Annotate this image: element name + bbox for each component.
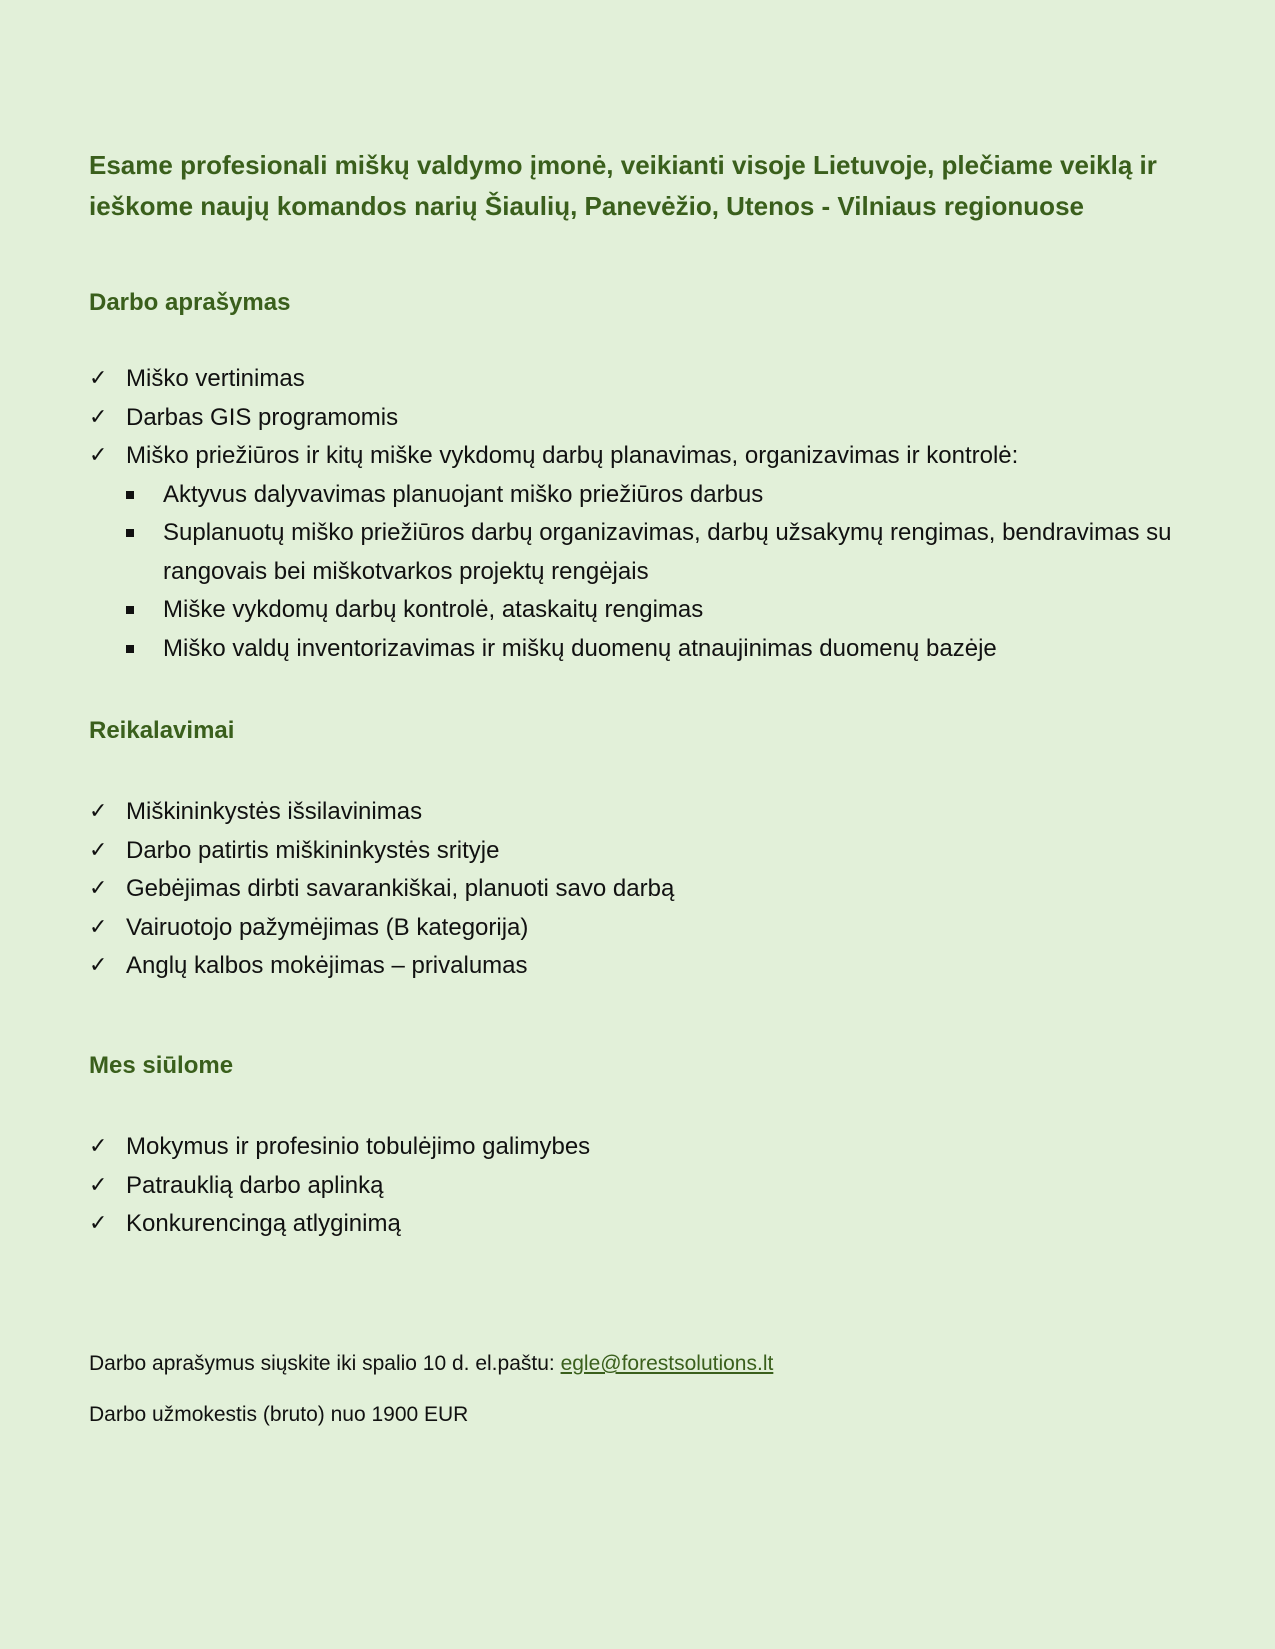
check-icon: ✓ (89, 443, 108, 468)
sub-list-item (126, 476, 1219, 515)
check-icon: ✓ (89, 1211, 108, 1236)
list-item-text: Mokymus ir profesinio tobulėjimo galimybes (126, 1133, 591, 1160)
list-item-text: Anglų kalbos mokėjimas – privalumas (126, 952, 528, 979)
intro-text: Esame profesionali miškų valdymo įmonė, veikianti visoje Lietuvoje, plečiame veiklą ir ieškome naujų komandos narių Šiaulių, Panevėžio, Utenos - Vilniaus regionuose (89, 150, 1157, 221)
square-bullet-icon (126, 529, 134, 537)
check-icon: ✓ (89, 1172, 108, 1198)
list-item-text: Darbo patirtis miškininkystės srityje (126, 836, 500, 864)
check-icon: ✓ (89, 404, 108, 430)
requirements-heading: Reikalavimai (89, 717, 235, 744)
apply-text: Darbo aprašymus siųskite iki spalio 10 d. el.paštu: (89, 1352, 561, 1375)
sub-list-item-text: Miške vykdomų darbų kontrolė, ataskaitų rengimas (163, 596, 704, 623)
apply-line (89, 1350, 773, 1378)
list-item-text: Gebėjimas dirbti savarankiškai, planuoti savo darbą (126, 875, 675, 902)
list-item (89, 947, 1219, 986)
list-item-text: Darbas GIS programomis (126, 403, 399, 431)
list-item-text: Patrauklią darbo aplinką (126, 1171, 384, 1199)
check-icon: ✓ (89, 876, 108, 901)
sub-list-item (126, 630, 1219, 669)
sub-list-item (126, 514, 1219, 591)
list-item-text: Vairuotojo pažymėjimas (B kategorija) (126, 913, 529, 941)
list-item-text: Miško vertinimas (126, 365, 305, 392)
square-bullet-icon (126, 645, 134, 653)
offer-list (89, 1128, 1219, 1244)
email-link[interactable]: egle@forestsolutions.lt (560, 1352, 774, 1375)
check-icon: ✓ (89, 366, 108, 391)
sub-list-item-text: Miško valdų inventorizavimas ir miškų duomenų atnaujinimas duomenų bazėje (163, 634, 997, 662)
check-icon: ✓ (89, 914, 108, 940)
list-item (89, 793, 1219, 832)
sub-list (126, 476, 1219, 669)
list-item (89, 399, 1219, 438)
square-bullet-icon (126, 491, 134, 499)
list-item-text: Konkurencingą atlyginimą (126, 1210, 401, 1237)
list-item (89, 870, 1219, 909)
list-item (89, 909, 1219, 948)
check-icon: ✓ (89, 837, 108, 863)
offer-heading: Mes siūlome (89, 1052, 234, 1079)
sub-list-item (126, 591, 1219, 630)
list-item (89, 1128, 1219, 1167)
check-icon: ✓ (89, 1134, 108, 1159)
list-item (89, 360, 1219, 399)
list-item (89, 1205, 1219, 1244)
list-item (89, 1167, 1219, 1206)
sub-list-item-text: Suplanuotų miško priežiūros darbų organizavimas, darbų užsakymų rengimas, bendravimas su rangovais bei miškotvarkos projektų rengėjais (163, 519, 1172, 585)
job-description-list (89, 360, 1219, 668)
list-item (89, 832, 1219, 871)
sub-list-item-text: Aktyvus dalyvavimas planuojant miško priežiūros darbus (163, 480, 764, 508)
check-icon: ✓ (89, 799, 108, 824)
check-icon: ✓ (89, 953, 108, 978)
list-item-text: Miškininkystės išsilavinimas (126, 798, 423, 825)
salary-line: Darbo užmokestis (bruto) nuo 1900 EUR (89, 1403, 469, 1426)
square-bullet-icon (126, 606, 134, 614)
job-description-heading: Darbo aprašymas (89, 289, 291, 316)
list-item (89, 437, 1219, 668)
requirements-list (89, 793, 1219, 986)
list-item-text: Miško priežiūros ir kitų miške vykdomų darbų planavimas, organizavimas ir kontrolė: (126, 442, 1019, 469)
